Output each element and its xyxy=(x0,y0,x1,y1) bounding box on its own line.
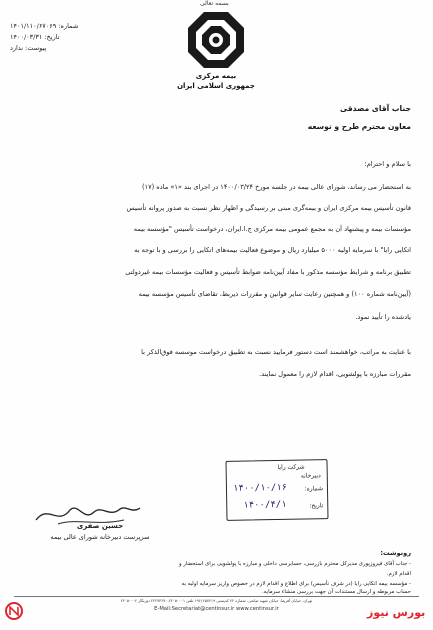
cc-item-2: - مؤسسه بیمه اتکایی رایا (در شرف تأسیس) برای اطلاع و اقدام لازم در خصوص واریز سرمایه اولیه به xyxy=(181,581,411,587)
cc-item-1-cont: اقدام لازم. xyxy=(386,571,411,577)
stamp-date-value: ۱۴۰۰/۴/۱ xyxy=(243,499,287,511)
cc-label: رونوشت: xyxy=(380,549,411,557)
stamp-number-label: شماره: xyxy=(304,485,324,493)
central-insurance-logo-icon xyxy=(186,10,246,70)
cc-item-1: - جناب آقای فیروزپوری مدیرکل محترم بازرسی، حسابرسی داخلی و مبارزه با پولشویی برای استحضار و xyxy=(178,561,411,567)
body-line-5: تطبیق برنامه و شرایط مؤسسه مذکور با مفاد آیین‌نامه ضوابط تأسیس و فعالیت مؤسسات بیمه غیردولتی xyxy=(125,268,411,276)
body-line-4: اتکایی رایا" با سرمایه اولیه ۵۰۰۰ میلیارد ریال و موضوع فعالیت بیمه‌های اتکایی را بررسی و با توجه به xyxy=(134,246,411,254)
body-line-1: به استحضار می رساند، شورای عالی بیمه در جلسه مورخ ۱۴۰۰/۰۳/۲۴ در اجرای بند «۱» ماده (۱۷) xyxy=(141,183,411,191)
org-name-line1: بیمه مرکزی xyxy=(195,72,237,80)
secretariat-stamp xyxy=(225,459,328,521)
addressee-title: معاون محترم طرح و توسعه xyxy=(307,122,411,131)
stamp-date-label: تاریخ: xyxy=(309,502,324,510)
request-line-2: مقررات مبارزه با پولشویی، اقدام لازم را معمول نمایند. xyxy=(259,370,411,378)
footer-divider xyxy=(14,596,419,597)
letter-number: شماره: ۱۴۰۱/۱۱۰/۶۷۰۶۹ xyxy=(10,22,79,30)
signatory-name: حسین صفری xyxy=(76,522,124,530)
addressee-name: جناب آقای مصدقی xyxy=(340,104,411,113)
stamp-number-value: ۱۴۰۰/۱۰/۱۶ xyxy=(232,482,288,494)
letter-attachment: پیوست: ندارد xyxy=(10,44,47,52)
body-line-7: یادشده را تأیید نمود. xyxy=(355,313,411,321)
signatory-title: سرپرست دبیرخانه شورای عالی بیمه xyxy=(50,533,150,541)
body-line-6: (آیین‌نامه شماره ۱۰۰) و همچنین رعایت سایر قوانین و مقررات ذیربط، تقاضای تأسیس مؤسسه بیمه xyxy=(138,290,411,298)
request-line-1: با عنایت به مراتب، خواهشمند است دستور فرمایید نسبت به تطبیق درخواست موسسه فوق‌الذکر با xyxy=(141,348,411,356)
greeting: با سلام و احترام؛ xyxy=(364,160,411,168)
org-name-line2: جمهوری اسلامی ایران xyxy=(177,82,255,90)
footer-contact: E-Mail:Secretariat@centinsur.ir www.centinsur.ir xyxy=(154,606,279,612)
bourse-news-logo-icon xyxy=(4,600,24,622)
body-line-3: مؤسسات بیمه و پیشنهاد آن به مجمع عمومی بیمه مرکزی ج.ا.ایران، درخواست تأسیس "مؤسسه بیمه xyxy=(133,225,411,233)
letter-date: تاریخ: ۱۴۰۰/۰۳/۳۱ xyxy=(10,33,60,41)
watermark-brand: بورس نیوز xyxy=(367,606,426,619)
stamp-title: شرکت رایا xyxy=(277,463,305,471)
cc-item-2-cont: حساب مربوطه و ارسال مستندات آن جهت بررسی منشاء سرمایه. xyxy=(261,589,411,595)
stamp-office: دبیرخانه xyxy=(300,472,321,480)
footer-address: تهران، خیابان آفریقا، خیابان شهید صانعی، شماره ۴۲ کدپستی ۱۹۶۱۶۵۷۶۱۹ تلفن ۲۲۰۵۰۰۰۱-۲۲۲۷۳۶۷۰ دورنگار ۲۲۰۵۰۰۰۲ xyxy=(120,598,313,603)
header-bismillah: بسمه تعالی xyxy=(200,0,229,7)
body-line-2: قانون تأسیس بیمه مرکزی ایران و بیمه‌گری مبنی بر رسیدگی و اظهار نظر نسبت به صدور پروانه تأسیس xyxy=(126,204,411,212)
